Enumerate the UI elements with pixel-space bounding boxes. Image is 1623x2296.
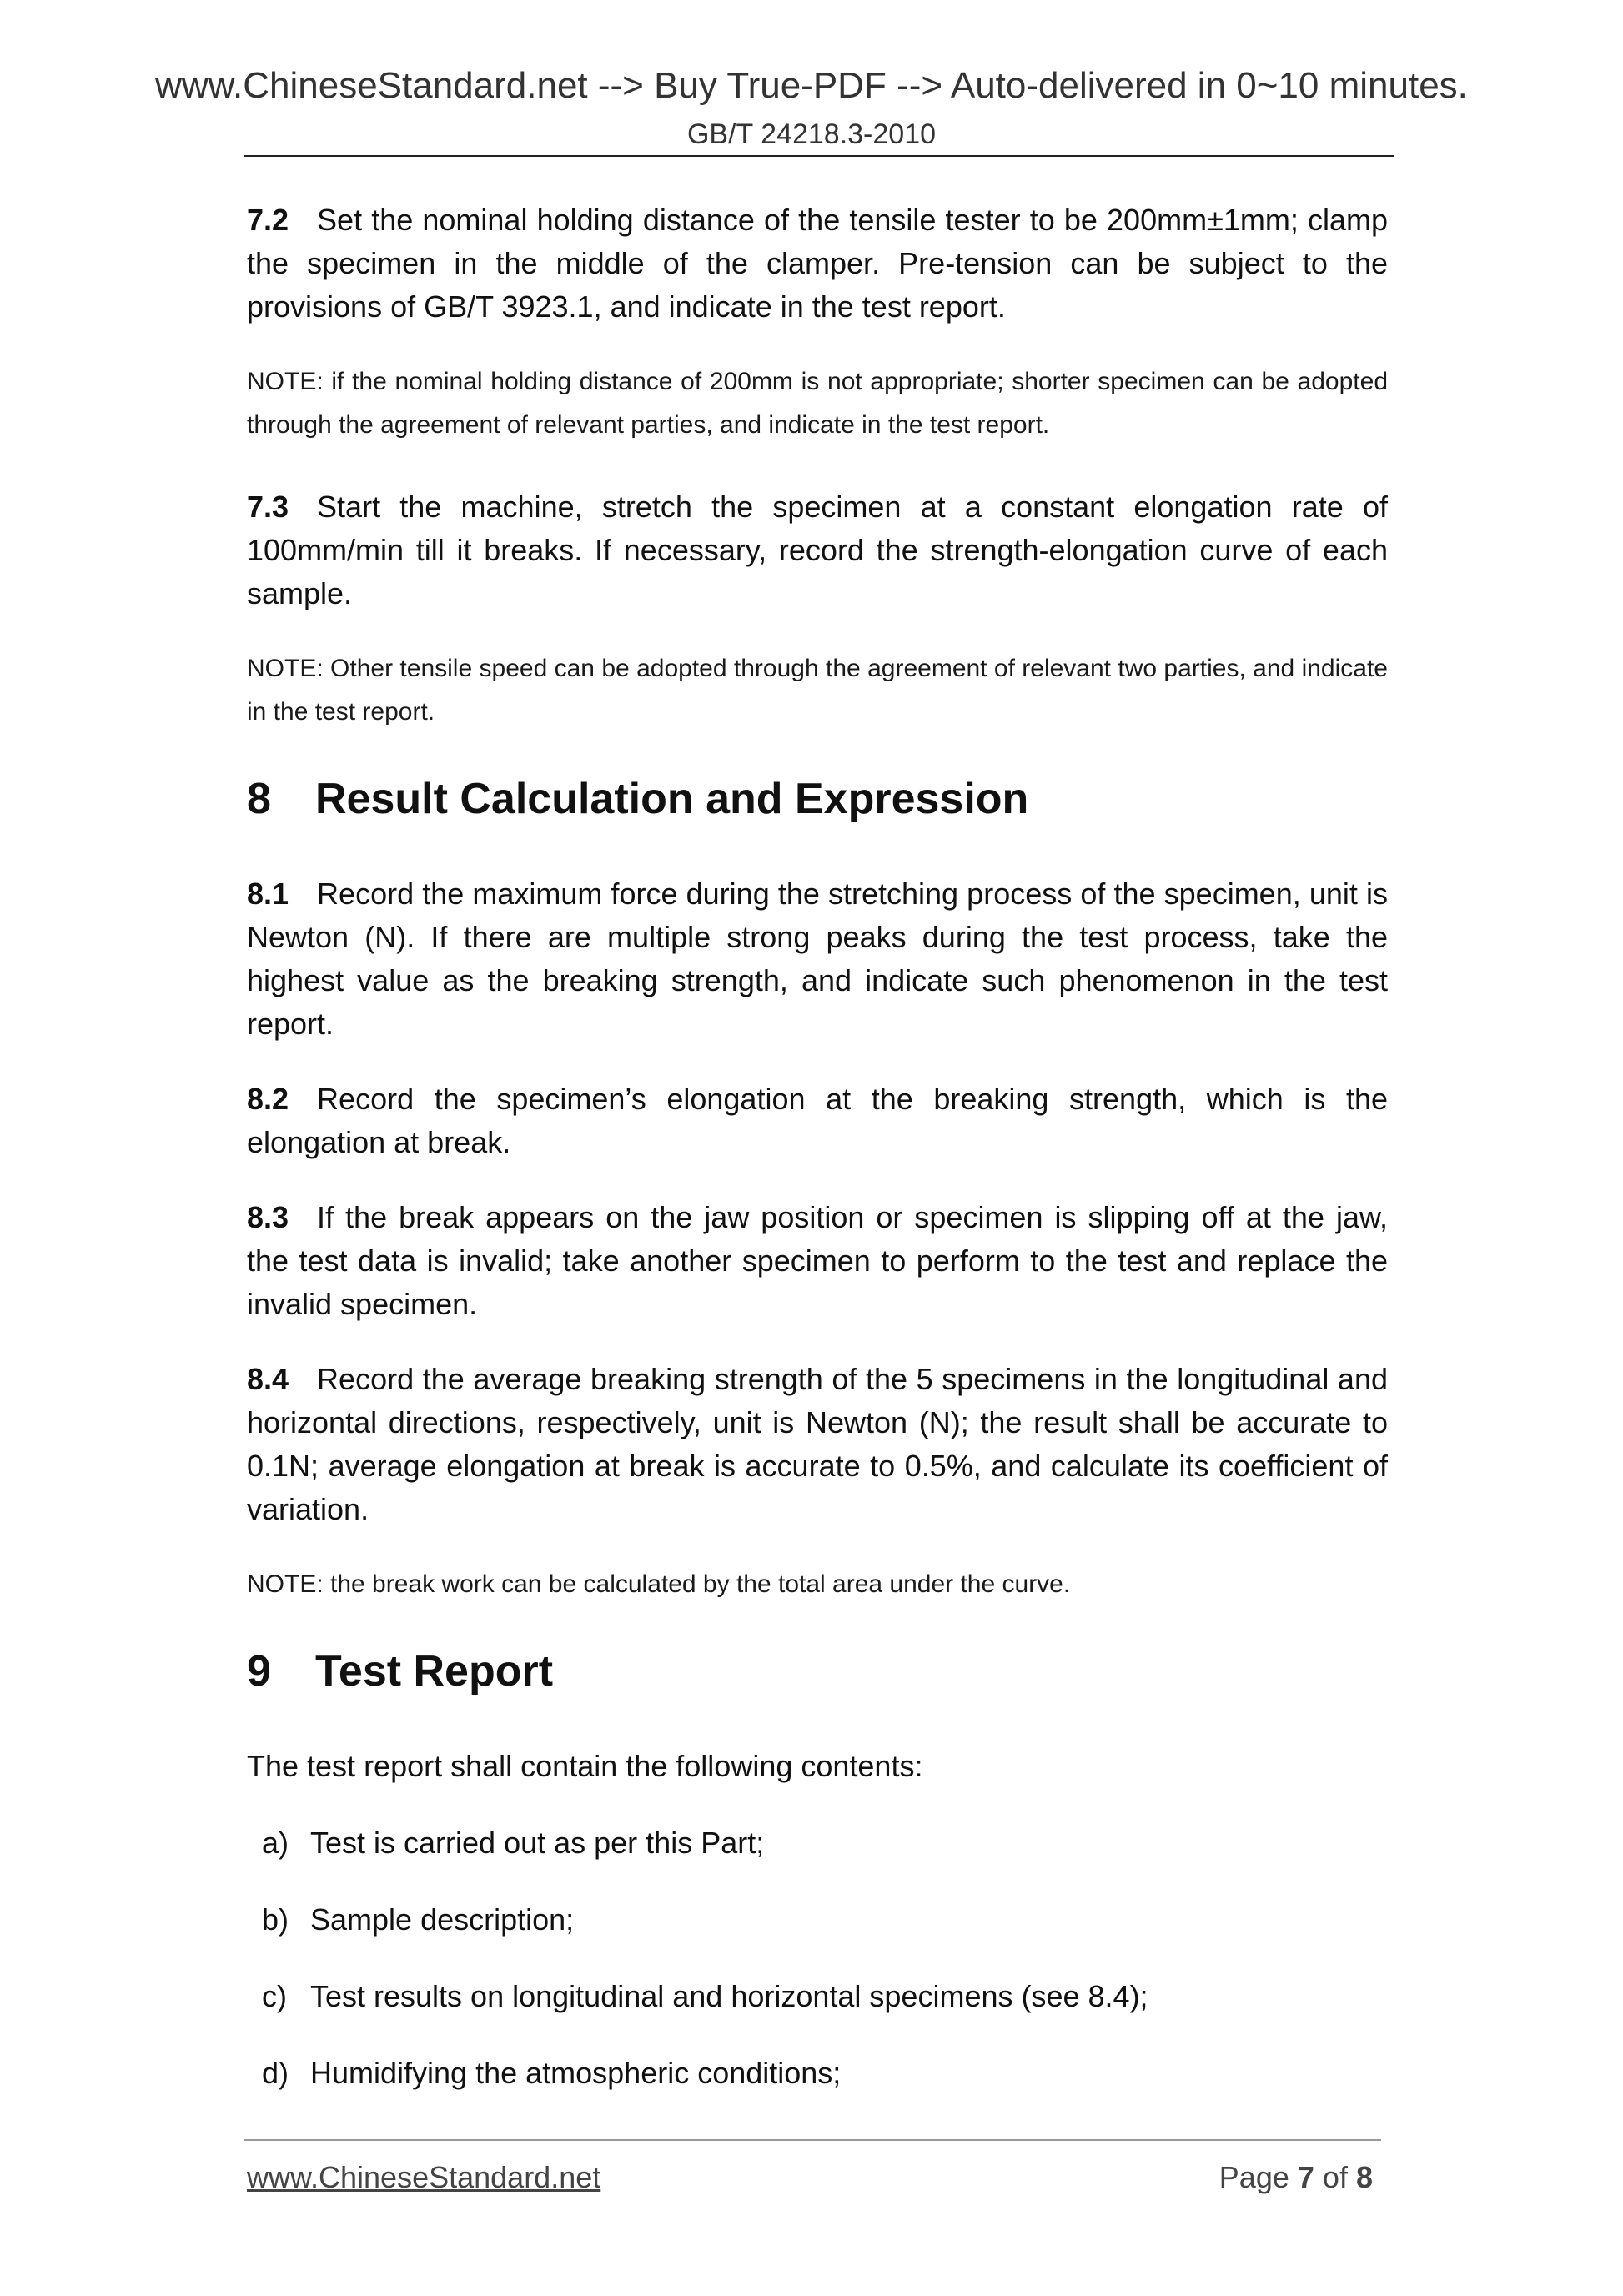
clause-7-2 — [247, 198, 1388, 329]
list-marker: b) — [262, 1902, 289, 1937]
note-7-2: NOTE: if the nominal holding distance of 200mm is not appropriate; shorter specimen can be adopted through the agreement of relevant parties, and indicate in the test report. — [247, 368, 1388, 439]
test-report-list — [247, 1821, 1388, 2095]
clause-number: 7.2 — [247, 203, 289, 237]
clause-number: 8.4 — [247, 1362, 289, 1396]
section-number: 8 — [247, 775, 271, 823]
clause-text: Record the specimen’s elongation at the breaking strength, which is the elongation at break. — [247, 1082, 1388, 1159]
clause-text: Record the maximum force during the stretching process of the specimen, unit is Newton (N). If there are multiple strong peaks during the test process, take the highest value as the breaking strength, and indicate such phenomenon in the test report. — [247, 877, 1388, 1041]
section-8-heading — [247, 772, 1388, 826]
test-report-intro: The test report shall contain the following contents: — [247, 1749, 923, 1783]
clause-text: Record the average breaking strength of the 5 specimens in the longitudinal and horizontal directions, respectively, unit is Newton (N); the result shall be accurate to 0.1N; average elongation at break is accurate to 0.5%, and calculate its coefficient of variation. — [247, 1362, 1388, 1526]
list-item-text: Test results on longitudinal and horizontal specimens (see 8.4); — [310, 1979, 1148, 2013]
list-item — [262, 1898, 1388, 1942]
list-item — [262, 2052, 1388, 2095]
clause-number: 8.3 — [247, 1200, 289, 1234]
clause-number: 8.1 — [247, 877, 289, 911]
header-divider — [244, 155, 1394, 157]
clause-8-1 — [247, 872, 1388, 1046]
list-marker: a) — [262, 1826, 289, 1860]
clause-8-2 — [247, 1078, 1388, 1164]
list-item — [262, 1975, 1388, 2018]
section-title: Result Calculation and Expression — [315, 775, 1029, 823]
page-of: of — [1322, 2160, 1348, 2194]
clause-text: Start the machine, stretch the specimen at a constant elongation rate of 100mm/min till it breaks. If necessary, record the strength-elongation curve of each sample. — [247, 490, 1388, 610]
note-7-3: NOTE: Other tensile speed can be adopted through the agreement of relevant two parties, and indicate in the test report. — [247, 655, 1388, 726]
note-8-4: NOTE: the break work can be calculated by the total area under the curve. — [247, 1570, 1071, 1598]
clause-text: If the break appears on the jaw position or specimen is slipping off at the jaw, the test data is invalid; take another specimen to perform to the test and replace the invalid specimen. — [247, 1200, 1388, 1321]
list-item-text: Sample description; — [310, 1902, 575, 1937]
section-title: Test Report — [315, 1647, 554, 1696]
list-item-text: Test is carried out as per this Part; — [310, 1826, 765, 1860]
list-item-text: Humidifying the atmospheric conditions; — [310, 2056, 842, 2090]
clause-number: 7.3 — [247, 490, 289, 524]
standard-number: GB/T 24218.3-2010 — [686, 118, 937, 150]
clause-8-3 — [247, 1196, 1388, 1326]
clause-8-4 — [247, 1358, 1388, 1531]
footer-divider — [244, 2139, 1381, 2141]
section-number: 9 — [247, 1647, 271, 1696]
list-marker: d) — [262, 2056, 289, 2090]
footer-website-link[interactable]: www.ChineseStandard.net — [247, 2160, 601, 2194]
header-banner: www.ChineseStandard.net --> Buy True-PDF --> Auto-delivered in 0~10 minutes. — [155, 65, 1468, 106]
document-body — [247, 198, 1388, 2128]
section-9-heading — [247, 1645, 1388, 1698]
clause-text: Set the nominal holding distance of the tensile tester to be 200mm±1mm; clamp the specimen in the middle of the clamper. Pre-tension can be subject to the provisions of GB/T 3923.1, and indicate in the test report. — [247, 203, 1388, 324]
page-prefix: Page — [1219, 2160, 1289, 2194]
page-current: 7 — [1297, 2160, 1314, 2194]
clause-number: 8.2 — [247, 1082, 289, 1116]
page-indicator — [1219, 2160, 1373, 2195]
list-marker: c) — [262, 1979, 287, 2013]
page-total: 8 — [1355, 2160, 1373, 2194]
list-item — [262, 1821, 1388, 1865]
clause-7-3 — [247, 485, 1388, 615]
